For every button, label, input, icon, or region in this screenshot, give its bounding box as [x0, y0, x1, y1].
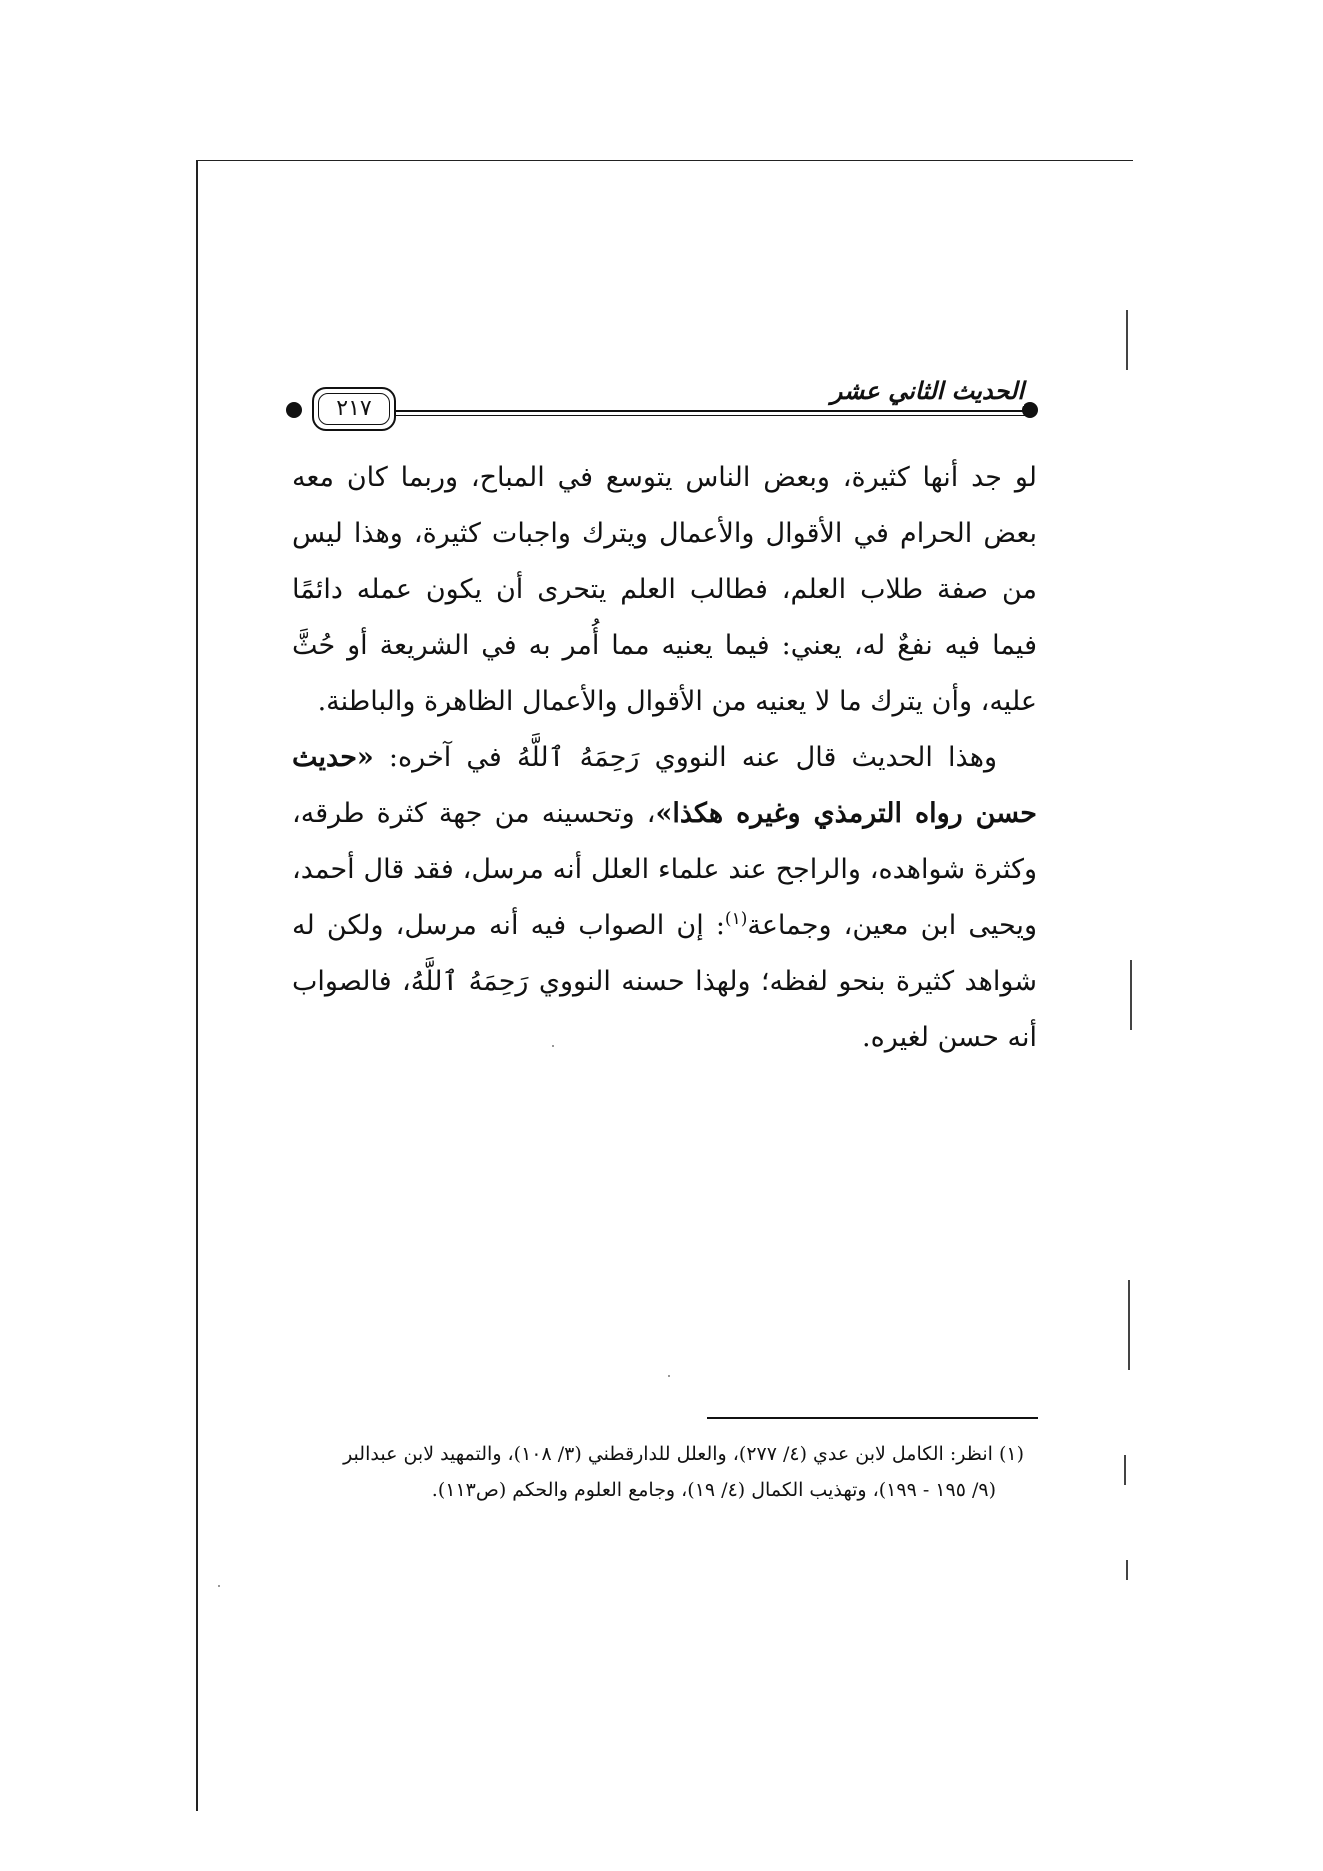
- header-ornament-dot-left: [286, 402, 302, 418]
- footnote-1-line-1: (١) انظر: الكامل لابن عدي (٤/ ٢٧٧)، والعلل للدارقطني (٣/ ١٠٨)، والتمهيد لابن عبدالبر: [343, 1443, 1024, 1465]
- paragraph-2-body: ، وتحسينه من جهة كثرة طرقه، وكثرة شواهده، والراجح عند علماء العلل أنه مرسل، فقد قال أحمد، ويحيى ابن معين، وجماعة: [292, 798, 1037, 941]
- paragraph-2-intro: وهذا الحديث قال عنه النووي رَحِمَهُ ٱللَّهُ في آخره:: [373, 742, 997, 773]
- header-rule-thin: [396, 415, 1030, 416]
- footnote-marker[interactable]: (١): [724, 909, 748, 929]
- footnote-separator: [707, 1417, 1038, 1419]
- paragraph-2: [292, 730, 1037, 1066]
- scan-edge-mark: [1126, 310, 1128, 370]
- page-number-frame: [312, 387, 396, 431]
- header-ornament-dot-right: [1022, 402, 1038, 418]
- running-header: [286, 376, 1038, 434]
- scan-speck: [668, 1375, 670, 1377]
- scan-edge-mark: [1124, 1455, 1126, 1485]
- page-frame-left-rule: [196, 160, 198, 1811]
- hadith-grading-quote: «حديث حسن رواه الترمذي وغيره هكذا»: [292, 742, 1037, 829]
- header-rule: [396, 410, 1030, 412]
- scan-speck: [218, 1585, 220, 1587]
- scan-edge-mark: [1126, 1560, 1128, 1580]
- paragraph-2-end: : إن الصواب فيه أنه مرسل، ولكن له شواهد كثيرة بنحو لفظه؛ ولهذا حسنه النووي رَحِمَهُ ٱللَّهُ، فالصواب أنه حسن لغيره.: [292, 910, 1037, 1053]
- scan-edge-mark: [1130, 960, 1132, 1030]
- paragraph-1: لو جد أنها كثيرة، وبعض الناس يتوسع في المباح، وربما كان معه بعض الحرام في الأقوال والأعمال ويترك واجبات كثيرة، وهذا ليس من صفة طلاب العلم، فطالب العلم يتحرى أن يكون عمله دائمًا فيما فيه نفعٌ له، يعني: فيما يعنيه مما أُمر به في الشريعة أو حُثَّ عليه، وأن يترك ما لا يعنيه من الأقوال والأعمال الظاهرة والباطنة.: [292, 462, 1037, 717]
- page-frame-top-rule: [197, 160, 1133, 161]
- footnotes: [266, 1436, 1024, 1508]
- chapter-title: الحديث الثاني عشر: [827, 376, 1024, 406]
- scan-edge-mark: [1128, 1280, 1130, 1370]
- footnote-1-line-2: (٩/ ١٩٥ - ١٩٩)، وتهذيب الكمال (٤/ ١٩)، وجامع العلوم والحكم (ص١١٣).: [431, 1479, 996, 1501]
- page-number: ٢١٧: [336, 396, 372, 421]
- main-text: [292, 450, 1037, 1066]
